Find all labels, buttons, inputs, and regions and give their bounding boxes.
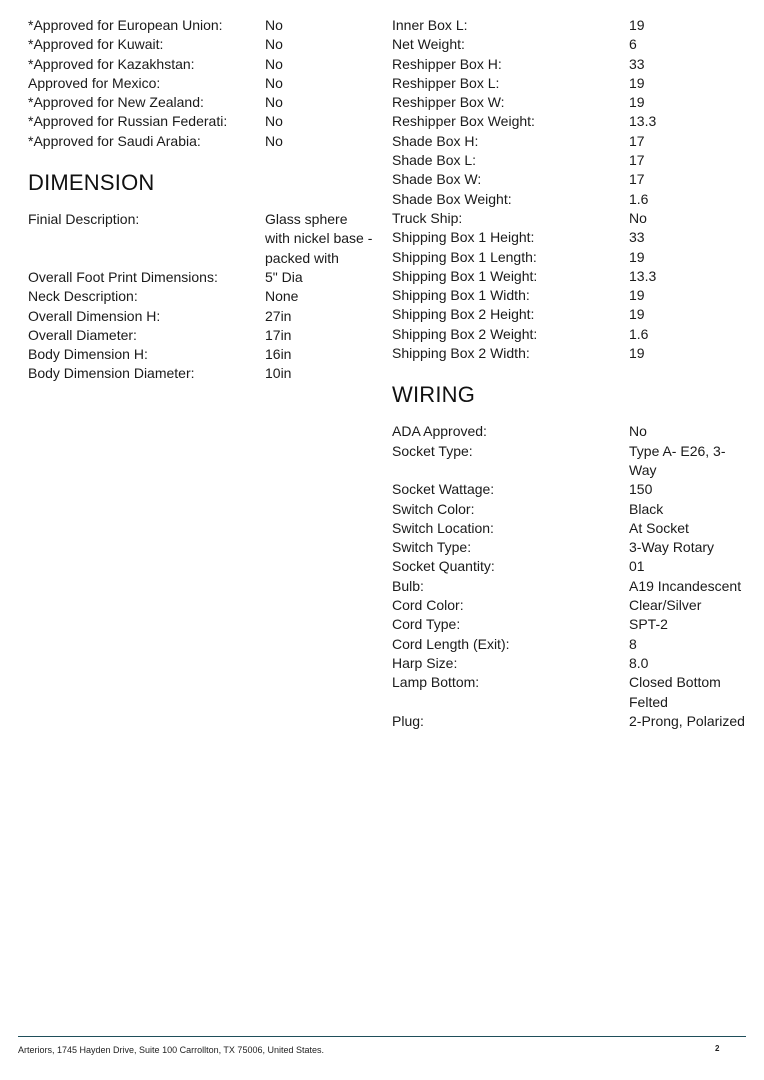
- spec-row: [392, 16, 752, 35]
- spec-value: 13.3: [629, 113, 657, 130]
- spec-label: Reshipper Box L:: [392, 74, 500, 91]
- spec-label: Net Weight:: [392, 36, 465, 53]
- spec-row: [392, 209, 752, 228]
- spec-label: Shipping Box 2 Height:: [392, 306, 535, 323]
- spec-value: 8: [629, 635, 637, 652]
- spec-value: Closed Bottom Felted: [629, 674, 721, 710]
- spec-row: [392, 112, 752, 131]
- spec-label: Cord Color:: [392, 597, 464, 614]
- spec-row: [392, 480, 752, 499]
- spec-row: [392, 538, 752, 557]
- spec-row: [28, 132, 373, 151]
- spec-row: [28, 55, 373, 74]
- spec-label: Approved for Mexico:: [28, 74, 161, 91]
- spec-row: [28, 35, 373, 54]
- spec-value: No: [265, 132, 283, 149]
- spec-value: 16in: [265, 346, 292, 363]
- spec-label: Plug:: [392, 712, 424, 729]
- spec-value: 19: [629, 287, 645, 304]
- dimension-list: [28, 210, 373, 384]
- spec-value: 17: [629, 152, 645, 169]
- spec-label: Socket Quantity:: [392, 558, 495, 575]
- spec-value: 1.6: [629, 190, 649, 207]
- spec-label: Shipping Box 2 Width:: [392, 345, 530, 362]
- spec-value: Clear/Silver: [629, 597, 702, 614]
- spec-label: Reshipper Box H:: [392, 55, 502, 72]
- spec-row: [28, 326, 373, 345]
- spec-label: Cord Type:: [392, 616, 461, 633]
- spec-row: [28, 345, 373, 364]
- spec-row: [392, 132, 752, 151]
- spec-row: [28, 364, 373, 383]
- spec-label: ADA Approved:: [392, 423, 487, 440]
- page-number: 2: [715, 1044, 720, 1053]
- spec-row: [392, 170, 752, 189]
- spec-value: 19: [629, 248, 645, 265]
- spec-label: Bulb:: [392, 577, 424, 594]
- spec-label: Shade Box Weight:: [392, 190, 512, 207]
- spec-row: [392, 248, 752, 267]
- spec-value: 19: [629, 94, 645, 111]
- spec-value: 6: [629, 36, 637, 53]
- spec-label: Shade Box L:: [392, 152, 477, 169]
- spec-row: [392, 344, 752, 363]
- spec-label: Switch Location:: [392, 519, 494, 536]
- spec-label: Shipping Box 1 Weight:: [392, 267, 538, 284]
- spec-row: [392, 93, 752, 112]
- spec-value: No: [265, 113, 283, 130]
- spec-value: A19 Incandescent: [629, 577, 742, 594]
- spec-value: 10in: [265, 365, 292, 382]
- spec-value: 19: [629, 74, 645, 91]
- spec-value: Type A- E26, 3-Way: [629, 442, 726, 478]
- spec-value: No: [265, 36, 283, 53]
- wiring-heading: WIRING: [392, 382, 476, 408]
- spec-label: Neck Description:: [28, 288, 138, 305]
- spec-value: 1.6: [629, 325, 649, 342]
- spec-value: No: [265, 94, 283, 111]
- spec-label: Inner Box L:: [392, 17, 468, 33]
- spec-value: 19: [629, 17, 645, 33]
- spec-row: [392, 325, 752, 344]
- spec-label: Shade Box W:: [392, 171, 482, 188]
- spec-value: 17in: [265, 326, 292, 343]
- spec-value: No: [629, 423, 647, 440]
- spec-label: Reshipper Box Weight:: [392, 113, 535, 130]
- spec-row: [28, 268, 373, 287]
- spec-row: [28, 287, 373, 306]
- spec-label: Body Dimension H:: [28, 346, 148, 363]
- spec-label: *Approved for Kuwait:: [28, 36, 164, 53]
- spec-row: [28, 74, 373, 93]
- spec-row: [392, 190, 752, 209]
- spec-value: No: [629, 209, 647, 226]
- spec-value: 8.0: [629, 654, 649, 671]
- spec-value: 19: [629, 345, 645, 362]
- spec-value: 19: [629, 306, 645, 323]
- right-column: [392, 16, 752, 731]
- spec-value: No: [265, 55, 283, 72]
- spec-value: 5" Dia: [265, 268, 303, 285]
- spec-row: [392, 35, 752, 54]
- spec-value: SPT-2: [629, 616, 668, 633]
- spec-label: Overall Dimension H:: [28, 307, 161, 324]
- spec-value: No: [265, 74, 283, 91]
- spec-row: [392, 151, 752, 170]
- spec-label: Harp Size:: [392, 654, 458, 671]
- spec-row: [392, 615, 752, 634]
- spec-value: 27in: [265, 307, 292, 324]
- spec-row: [392, 712, 752, 731]
- spec-row: [392, 519, 752, 538]
- spec-value: 01: [629, 558, 645, 575]
- spec-row: [392, 596, 752, 615]
- spec-value: None: [265, 288, 299, 305]
- spec-value: 2-Prong, Polarized: [629, 712, 745, 729]
- spec-label: *Approved for Russian Federati:: [28, 113, 228, 130]
- spec-row: [392, 500, 752, 519]
- spec-value: 17: [629, 171, 645, 188]
- spec-value: At Socket: [629, 519, 689, 536]
- spec-label: *Approved for Kazakhstan:: [28, 55, 195, 72]
- spec-label: Switch Color:: [392, 500, 475, 517]
- dimension-heading: DIMENSION: [28, 170, 155, 196]
- spec-row: [392, 673, 752, 712]
- spec-value: 33: [629, 55, 645, 72]
- spec-value: 150: [629, 481, 653, 498]
- spec-row: [392, 55, 752, 74]
- spec-label: Shipping Box 1 Height:: [392, 229, 535, 246]
- spec-row: [392, 228, 752, 247]
- spec-label: Lamp Bottom:: [392, 674, 480, 691]
- spec-value: 3-Way Rotary: [629, 539, 715, 556]
- spec-value: 33: [629, 229, 645, 246]
- spec-label: Finial Description:: [28, 211, 140, 228]
- shipping-list: [392, 16, 752, 363]
- spec-row: [392, 286, 752, 305]
- spec-label: Cord Length (Exit):: [392, 635, 510, 652]
- spec-row: [392, 267, 752, 286]
- spec-label: Switch Type:: [392, 539, 472, 556]
- left-column: [28, 16, 373, 384]
- spec-value: 13.3: [629, 267, 657, 284]
- spec-row: [28, 93, 373, 112]
- spec-label: Body Dimension Diameter:: [28, 365, 195, 382]
- spec-row: [392, 305, 752, 324]
- spec-row: [392, 635, 752, 654]
- spec-label: Socket Wattage:: [392, 481, 495, 498]
- spec-row: [28, 307, 373, 326]
- spec-row: [392, 577, 752, 596]
- spec-label: Shipping Box 1 Length:: [392, 248, 537, 265]
- spec-value: Black: [629, 500, 664, 517]
- spec-label: *Approved for New Zealand:: [28, 94, 204, 111]
- spec-label: Overall Diameter:: [28, 326, 137, 343]
- spec-label: Shipping Box 1 Width:: [392, 287, 530, 304]
- spec-value: Glass sphere with nickel base -packed with: [265, 211, 373, 266]
- spec-row: [28, 16, 373, 35]
- spec-label: Shipping Box 2 Weight:: [392, 325, 538, 342]
- footer-divider: [18, 1036, 746, 1037]
- spec-value: No: [265, 17, 283, 33]
- spec-label: Reshipper Box W:: [392, 94, 505, 111]
- spec-row: [392, 74, 752, 93]
- spec-value: 17: [629, 132, 645, 149]
- spec-row: [392, 422, 752, 441]
- spec-row: [392, 557, 752, 576]
- wiring-list: [392, 422, 752, 731]
- spec-label: Truck Ship:: [392, 209, 463, 226]
- spec-label: *Approved for European Union:: [28, 17, 223, 33]
- spec-row: [392, 442, 752, 481]
- spec-row: [28, 210, 373, 268]
- approvals-list: [28, 16, 373, 151]
- spec-label: Overall Foot Print Dimensions:: [28, 268, 218, 285]
- spec-row: [28, 112, 373, 131]
- footer-address: Arteriors, 1745 Hayden Drive, Suite 100 Carrollton, TX 75006, United States.: [18, 1045, 324, 1055]
- spec-row: [392, 654, 752, 673]
- spec-label: Shade Box H:: [392, 132, 479, 149]
- spec-label: Socket Type:: [392, 442, 473, 459]
- spec-label: *Approved for Saudi Arabia:: [28, 132, 201, 149]
